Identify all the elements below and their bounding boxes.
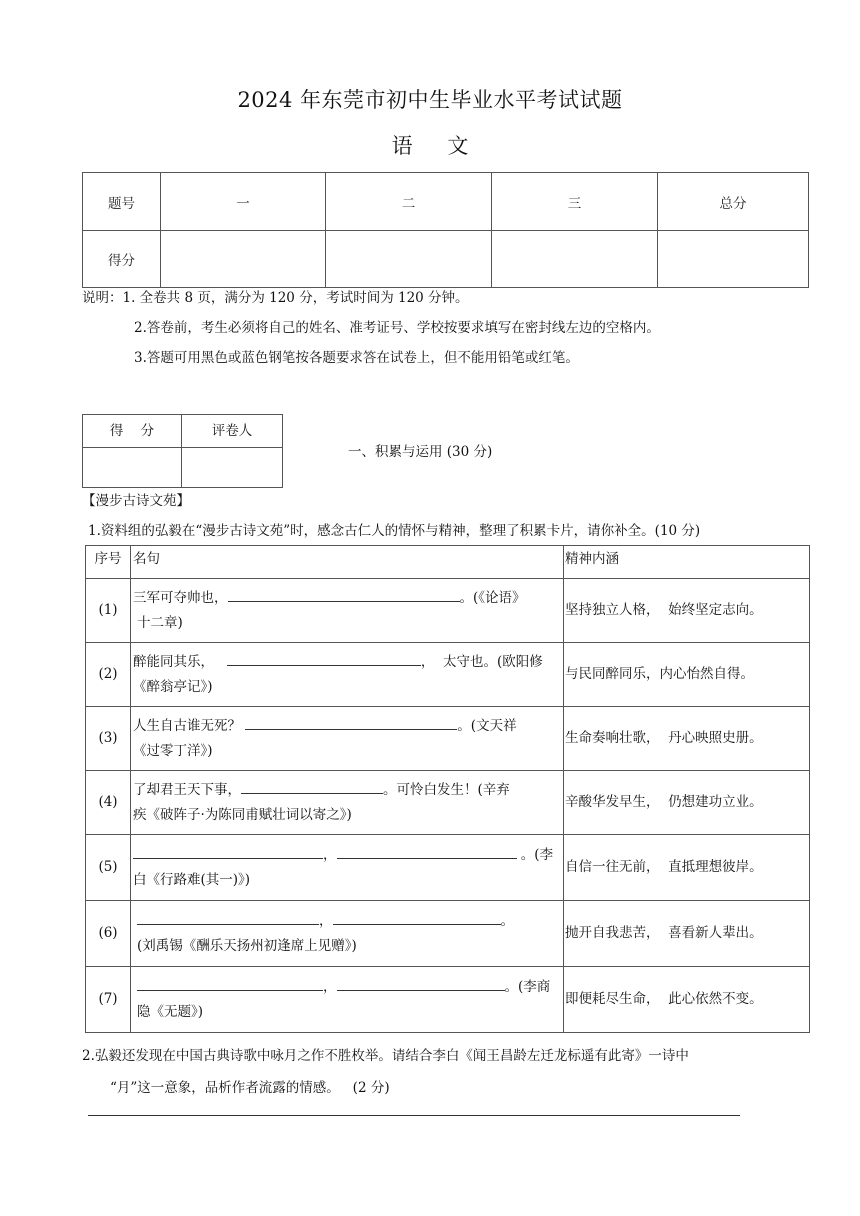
quote-source: 《过零丁洋》): [133, 742, 213, 759]
spirit-cell: 坚持独立人格， 始终坚定志向。: [564, 579, 810, 643]
score-cell-part2[interactable]: [326, 231, 492, 288]
quote-prefix: 了却君王天下事，: [133, 781, 241, 798]
quote-cell: [131, 643, 564, 707]
quote-suffix: 。(李商: [504, 978, 551, 995]
score-cell-part1[interactable]: [161, 231, 326, 288]
spirit-cell: 自信一往无前， 直抵理想彼岸。: [564, 835, 810, 901]
question-2: [82, 1040, 802, 1104]
spirit-cell: 辛酸华发早生， 仍想建功立业。: [564, 771, 810, 835]
row-num: (7): [86, 967, 131, 1033]
score-header-part2: 二: [326, 173, 492, 231]
answer-blank[interactable]: [333, 910, 501, 925]
score-row-label: 得分: [83, 231, 161, 288]
quote-prefix: 醉能同其乐，: [133, 653, 214, 670]
score-cell-total[interactable]: [658, 231, 809, 288]
quote-prefix: 人生自古谁无死？: [133, 717, 241, 734]
spirit-cell: 即便耗尽生命， 此心依然不变。: [564, 967, 810, 1033]
quote-source: 《醉翁亭记》): [133, 678, 213, 695]
quote-cell: [131, 901, 564, 967]
quote-cell: [131, 771, 564, 835]
grader-name-label: 评卷人: [182, 415, 283, 448]
quote-middle: ，: [323, 978, 337, 995]
score-header-total: 总分: [658, 173, 809, 231]
row-num: (4): [86, 771, 131, 835]
answer-blank[interactable]: [245, 715, 457, 730]
quote-middle: ，: [323, 846, 337, 863]
row-num: (6): [86, 901, 131, 967]
col-header-num: 序号: [86, 546, 131, 579]
quote-suffix: 。可怜白发生！(辛弃: [383, 781, 510, 798]
table-row: [86, 967, 810, 1033]
table-row: [86, 643, 810, 707]
row-num: (1): [86, 579, 131, 643]
table-row: [86, 771, 810, 835]
quote-cell: [131, 707, 564, 771]
quote-cell: [131, 835, 564, 901]
table-row: [86, 707, 810, 771]
answer-blank[interactable]: [228, 587, 460, 602]
quote-source: 疾《破阵子·为陈同甫赋壮词以寄之》): [133, 806, 352, 823]
quote-suffix: 。(《论语》: [459, 589, 526, 606]
spirit-cell: 与民同醉同乐，内心怡然自得。: [564, 643, 810, 707]
quote-suffix: 。: [500, 912, 514, 929]
quote-suffix: 。(文天祥: [457, 717, 517, 734]
quote-source: (刘禹锡《酬乐天扬州初逢席上见赠》): [137, 937, 357, 954]
instruction-note-2: 2.答卷前，考生必须将自己的姓名、准考证号、学校按要求填写在密封线左边的空格内。: [134, 320, 660, 336]
grader-score-label: 得 分: [83, 415, 182, 448]
quote-source: 十二章): [137, 614, 183, 631]
quote-middle: ，: [420, 653, 435, 670]
subject-title: 语 文: [391, 134, 483, 158]
quote-cell: [131, 579, 564, 643]
quote-suffix: 。(李: [520, 846, 554, 863]
quote-suffix: 太守也。(欧阳修: [442, 653, 543, 670]
grader-name-cell[interactable]: [182, 448, 283, 488]
col-header-quote: 名句: [131, 546, 564, 579]
poetry-table: [85, 545, 810, 1033]
score-cell-part3[interactable]: [492, 231, 658, 288]
answer-blank[interactable]: [137, 976, 323, 991]
instruction-note-3: 3.答题可用黑色或蓝色钢笔按各题要求答在试卷上，但不能用铅笔或红笔。: [134, 350, 579, 366]
score-header-label: 题号: [83, 173, 161, 231]
spirit-cell: 抛开自我悲苦， 喜看新人辈出。: [564, 901, 810, 967]
row-num: (3): [86, 707, 131, 771]
exam-title: 2024 年东莞市初中生毕业水平考试试题: [237, 88, 623, 112]
answer-blank[interactable]: [133, 844, 323, 859]
spirit-cell: 生命奏响壮歌， 丹心映照史册。: [564, 707, 810, 771]
section-heading: 一、积累与运用 (30 分): [348, 444, 493, 460]
quote-middle: ，: [319, 912, 333, 929]
quote-cell: [131, 967, 564, 1033]
answer-line[interactable]: [88, 1115, 740, 1116]
answer-blank[interactable]: [137, 910, 319, 925]
answer-blank[interactable]: [241, 779, 383, 794]
grader-score-cell[interactable]: [83, 448, 182, 488]
answer-blank[interactable]: [337, 976, 505, 991]
row-num: (2): [86, 643, 131, 707]
score-table: [82, 172, 809, 288]
answer-blank[interactable]: [337, 844, 517, 859]
answer-blank[interactable]: [227, 651, 421, 666]
score-header-part1: 一: [161, 173, 326, 231]
quote-source: 白《行路难(其一)》): [133, 871, 251, 888]
col-header-spirit: 精神内涵: [564, 546, 810, 579]
table-row: [86, 901, 810, 967]
quote-prefix: 三军可夺帅也，: [133, 589, 228, 606]
score-header-part3: 三: [492, 173, 658, 231]
quote-source: 隐《无题》): [137, 1003, 204, 1020]
row-num: (5): [86, 835, 131, 901]
table-row: [86, 579, 810, 643]
question-2-line-1: 2.弘毅还发现在中国古典诗歌中咏月之作不胜枚举。请结合李白《闻王昌龄左迁龙标遥有此寄》一诗中: [82, 1048, 689, 1064]
question-1: 1.资料组的弘毅在“漫步古诗文苑”时，感念古仁人的情怀与精神，整理了积累卡片，请你补全。(10 分): [88, 523, 701, 539]
instruction-note-1: 说明：1. 全卷共 8 页，满分为 120 分，考试时间为 120 分钟。: [82, 290, 469, 306]
subsection-title: 【漫步古诗文苑】: [82, 493, 190, 509]
grader-table: [82, 414, 283, 488]
question-2-line-2: “月”这一意象，品析作者流露的情感。 (2 分): [110, 1080, 390, 1096]
table-row: [86, 835, 810, 901]
